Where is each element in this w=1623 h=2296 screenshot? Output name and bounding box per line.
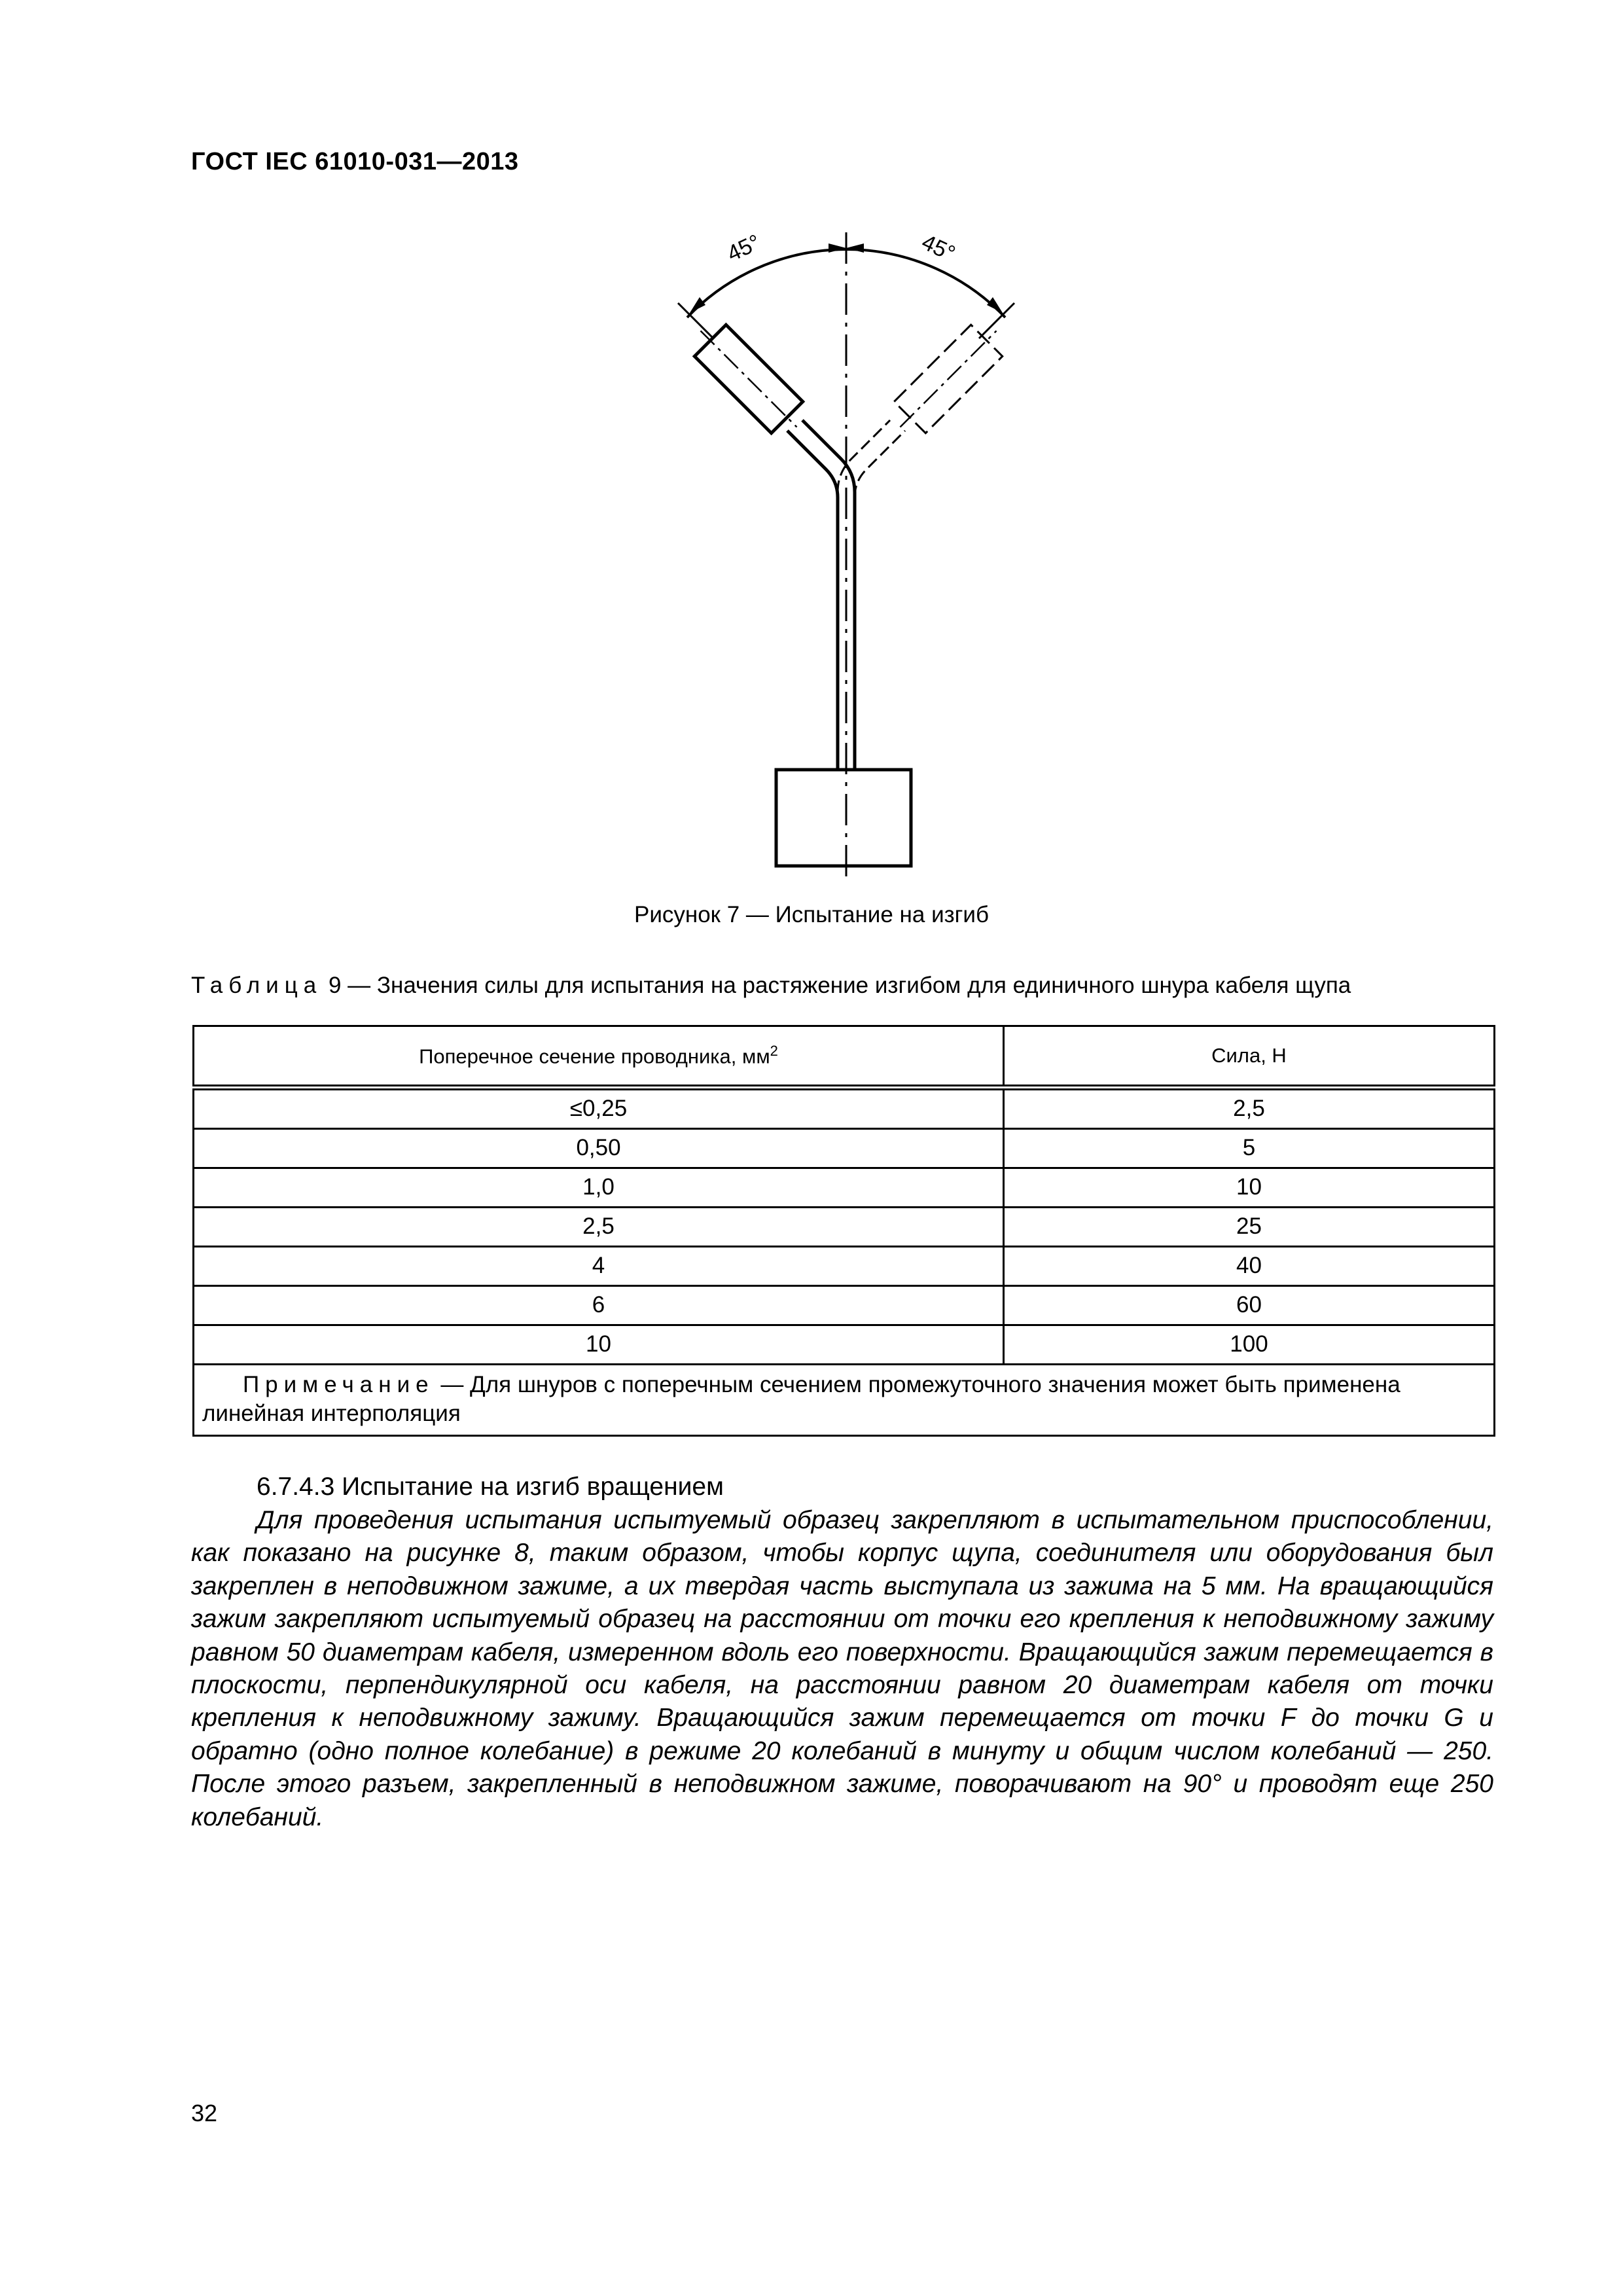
table-row (194, 1325, 1495, 1365)
force-values-table (192, 1025, 1495, 1437)
table-row (194, 1088, 1495, 1129)
page-number: 32 (191, 2100, 218, 2126)
arrowhead (690, 297, 705, 313)
angle-label-right: 45° (918, 229, 959, 266)
clamp-axis-line (900, 331, 996, 427)
arrowhead (846, 243, 864, 253)
cell-force: 100 (1004, 1325, 1495, 1365)
header-cross-section-text: Поперечное сечение проводника, мм (419, 1045, 770, 1068)
cell-cross-section: 2,5 (194, 1208, 1004, 1247)
header-cross-section (194, 1026, 1004, 1088)
cell-cross-section: ≤0,25 (194, 1088, 1004, 1129)
table-caption (191, 973, 1500, 999)
table-header-row (194, 1026, 1495, 1088)
note-label: Примечание (243, 1372, 435, 1397)
cell-cross-section: 4 (194, 1247, 1004, 1286)
cell-cross-section: 10 (194, 1325, 1004, 1365)
section-paragraph: Для проведения испытания испытуемый образец закрепляют в испытательном приспособлении, как показано на рисунке 8, таким образом, чтобы корпус щупа, соединителя или оборудования был закреплен в неподвижном зажиме, а их твердая часть выступала из зажима на 5 мм. На вращающийся зажим закрепляют испытуемый образец на расстоянии от точки его крепления к неподвижному зажиму равном 50 диаметрам кабеля, измеренном вдоль его поверхности. Вращающийся зажим перемещается в плоскости, перпендикулярной оси кабеля, на расстоянии равном 20 диаметрам кабеля от точки крепления к неподвижному зажиму. Вращающийся зажим перемещается от точки F до точки G и обратно (одно полное колебание) в режиме 20 колебаний в минуту и общим числом колебаний — 250. После этого разъем, закрепленный в неподвижном зажиме, поворачивают на 90° и проводят еще 250 колебаний. (191, 1506, 1493, 1831)
section-heading: 6.7.4.3 Испытание на изгиб вращением (257, 1473, 724, 1501)
cell-cross-section: 6 (194, 1286, 1004, 1325)
arrowhead (987, 297, 1003, 313)
document-header: ГОСТ IEC 61010-031—2013 (191, 148, 519, 175)
weight-block (776, 770, 911, 866)
angle-label-left: 45° (723, 230, 764, 267)
table-caption-label: Таблица (191, 973, 323, 998)
table-row (194, 1208, 1495, 1247)
cell-force: 25 (1004, 1208, 1495, 1247)
figure-caption: Рисунок 7 — Испытание на изгиб (633, 902, 990, 927)
cell-force: 10 (1004, 1168, 1495, 1208)
table-row (194, 1247, 1495, 1286)
table-note (194, 1365, 1495, 1436)
cell-force: 60 (1004, 1286, 1495, 1325)
bend-test-figure (0, 0, 1623, 916)
note-text: — Для шнуров с поперечным сечением промежуточного значения может быть применена линейная интерполяция (202, 1372, 1400, 1426)
table-note-row (194, 1365, 1495, 1436)
arrowhead (829, 243, 846, 253)
cable-outline (787, 431, 838, 769)
table-row (194, 1168, 1495, 1208)
cell-cross-section: 0,50 (194, 1129, 1004, 1168)
cell-force: 40 (1004, 1247, 1495, 1286)
header-unit-superscript: 2 (770, 1043, 778, 1060)
table-caption-text: 9 — Значения силы для испытания на растяжение изгибом для единичного шнура кабеля щупа (328, 973, 1351, 998)
header-force: Сила, Н (1004, 1026, 1495, 1088)
cable-outline-dashed (855, 431, 905, 497)
table-row (194, 1129, 1495, 1168)
table-row (194, 1286, 1495, 1325)
cell-force: 2,5 (1004, 1088, 1495, 1129)
cell-force: 5 (1004, 1129, 1495, 1168)
cell-cross-section: 1,0 (194, 1168, 1004, 1208)
